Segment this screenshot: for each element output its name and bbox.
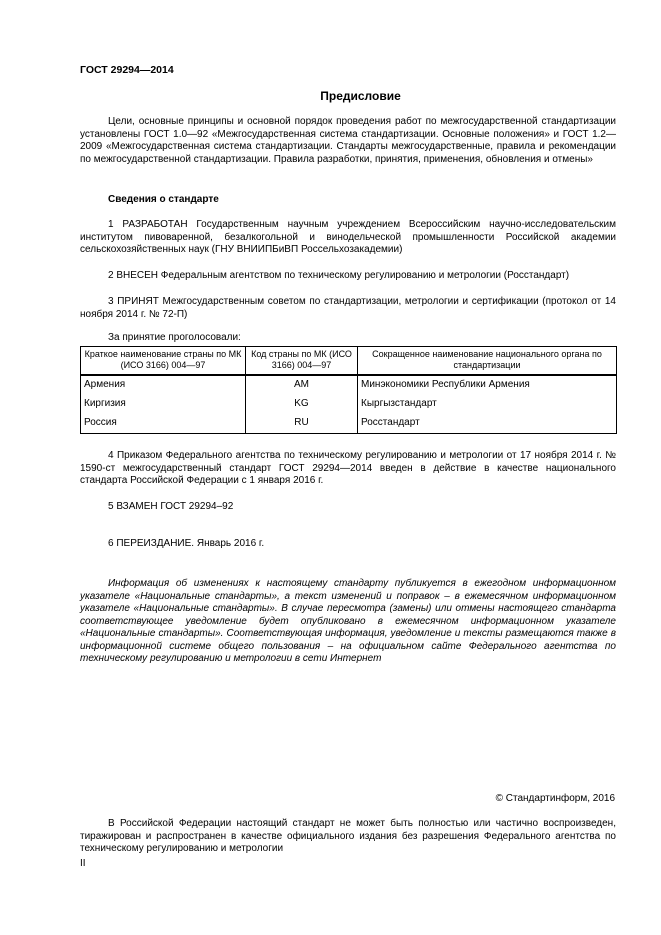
table-row: [81, 375, 617, 395]
standard-info-heading: Сведения о стандарте: [108, 194, 219, 205]
country-code: KG: [246, 395, 358, 414]
national-body: Минэкономики Республики Армения: [358, 375, 617, 395]
column-header-body: Сокращенное наименование национального органа по стандартизации: [358, 347, 617, 376]
change-info-notice: Информация об изменениях к настоящему стандарту публикуется в ежегодном информационном указателе «Национальные стандарты», а текст изменений и поправок – в ежемесячном информационном указателе «Национальные стандарты». В случае пересмотра (замены) или отмены настоящего стандарта соответствующее уведомление будет опубликовано в ежемесячном информационном указателе «Национальные стандарты». Соответствующая информация, уведомление и тексты размещаются также в информационной системе общего пользования – на официальном сайте Федерального агентства по техническому регулированию и метрологии в сети Интернет: [80, 578, 616, 664]
national-body: Кыргызстандарт: [358, 395, 617, 414]
table-row: [81, 395, 617, 414]
info-item-1: 1 РАЗРАБОТАН Государственным научным учреждением Всероссийским научно-исследовательским институтом пивоваренной, безалкогольной и винодельческой промышленности Российской академии сельскохозяйственных наук (ГНУ ВНИИПБиВП Россельхозакадемии): [80, 219, 616, 255]
document-code-header: ГОСТ 29294—2014: [80, 64, 174, 76]
info-item-3: 3 ПРИНЯТ Межгосударственным советом по стандартизации, метрологии и сертификации (протокол от 14 ноября 2014 г. № 72-П): [80, 296, 616, 320]
page-number: II: [80, 858, 86, 869]
intro-paragraph: Цели, основные принципы и основной порядок проведения работ по межгосударственной стандартизации установлены ГОСТ 1.0—92 «Межгосударственная система стандартизации. Основные положения» и ГОСТ 1.2—2009 «Межгосударственная система стандартизации. Стандарты межгосударственные, правила и рекомендации по межгосударственной стандартизации. Правила разработки, принятия, применения, обновления и отмены»: [80, 116, 616, 165]
vote-intro: За принятие проголосовали:: [108, 332, 241, 343]
country-name: Россия: [81, 414, 246, 434]
table-row: [81, 414, 617, 434]
column-header-country: Краткое наименование страны по МК (ИСО 3166) 004—97: [81, 347, 246, 376]
voting-countries-table: [80, 346, 617, 434]
country-code: RU: [246, 414, 358, 434]
copyright-notice: © Стандартинформ, 2016: [495, 793, 615, 804]
national-body: Росстандарт: [358, 414, 617, 434]
rights-notice: В Российской Федерации настоящий стандарт не может быть полностью или частично воспроизведен, тиражирован и распространен в качестве официального издания без разрешения Федерального агентства по техническому регулированию и метрологии: [80, 818, 616, 854]
column-header-code: Код страны по МК (ИСО 3166) 004—97: [246, 347, 358, 376]
info-item-2: 2 ВНЕСЕН Федеральным агентством по техническому регулированию и метрологии (Росстандарт): [108, 270, 570, 281]
info-item-4: 4 Приказом Федерального агентства по техническому регулированию и метрологии от 17 ноября 2014 г. № 1590-ст межгосударственный стандарт ГОСТ 29294—2014 введен в действие в качестве национального стандарта Российской Федерации с 1 января 2016 г.: [80, 450, 616, 486]
info-item-5: 5 ВЗАМЕН ГОСТ 29294–92: [108, 501, 234, 512]
page-title: Предисловие: [320, 89, 401, 103]
table-header-row: [81, 347, 617, 376]
country-code: AM: [246, 375, 358, 395]
country-name: Армения: [81, 375, 246, 395]
info-item-6: 6 ПЕРЕИЗДАНИЕ. Январь 2016 г.: [108, 538, 265, 549]
country-name: Киргизия: [81, 395, 246, 414]
